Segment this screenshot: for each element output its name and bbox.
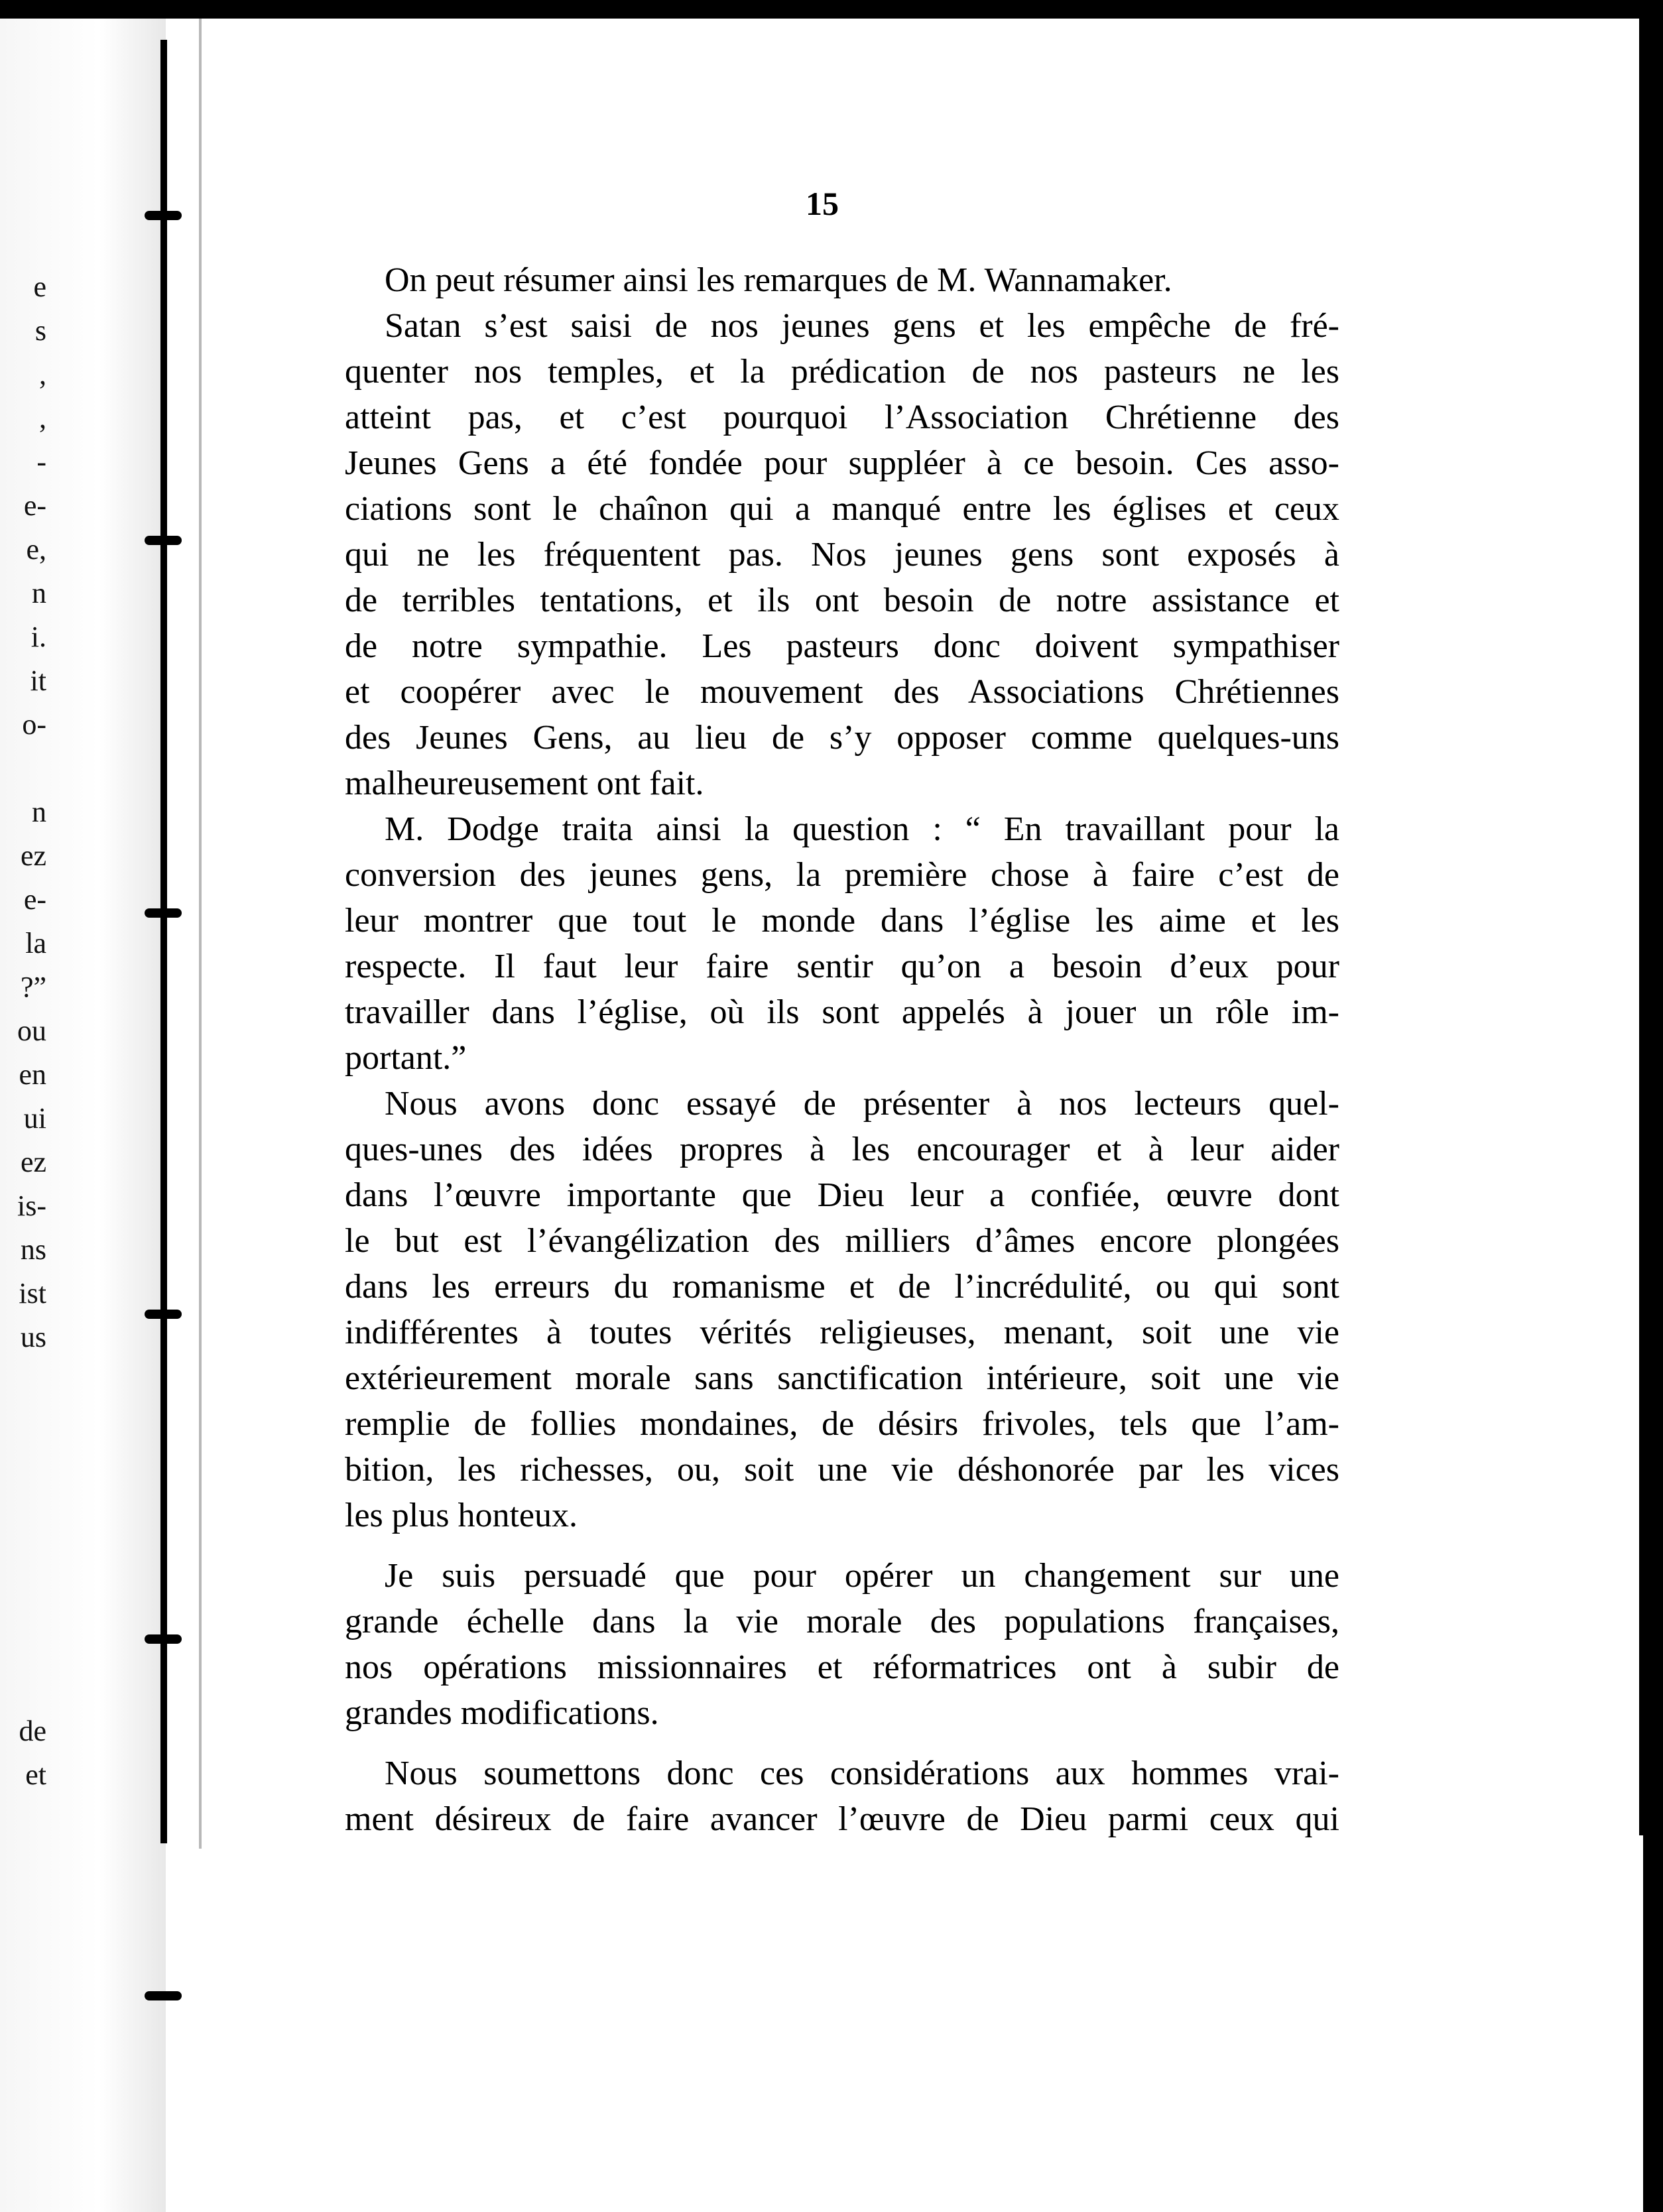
paragraph-gap — [345, 1538, 1339, 1553]
facing-page-fragment: - — [36, 446, 46, 478]
page-number: 15 — [806, 185, 839, 222]
facing-page-fragment — [0, 1403, 46, 1447]
facing-page-fragment: de — [19, 1715, 46, 1747]
text-line: grande échelle dans la vie morale des populations françaises, — [345, 1603, 1339, 1640]
facing-page-fragment — [0, 1666, 46, 1709]
text-line: malheureusement ont fait. — [345, 765, 704, 802]
facing-page-fragment: la — [25, 927, 46, 959]
binding-stitch — [145, 1634, 182, 1644]
facing-page-fragment: ui — [23, 1102, 46, 1135]
facing-page-fragment: e, — [26, 533, 46, 566]
facing-page-fragment: ns — [20, 1233, 46, 1266]
body-text — [345, 257, 1339, 1842]
text-line: respecte. Il faut leur faire sentir qu’on a besoin d’eux pour — [345, 948, 1339, 985]
facing-page-fragment: s — [34, 314, 46, 347]
facing-page-fragment: et — [25, 1758, 46, 1791]
text-line: extérieurement morale sans sanctification intérieure, soit une vie — [345, 1359, 1339, 1397]
facing-page-fragment: , — [39, 402, 46, 434]
facing-page-fragment: n — [32, 796, 46, 828]
binding-shadow — [199, 19, 202, 1849]
text-line: Nous avons donc essayé de présenter à nos lecteurs quel- — [385, 1085, 1339, 1123]
paragraph — [345, 1751, 1339, 1842]
binding-stitch — [145, 1310, 182, 1319]
paragraph-gap — [345, 1736, 1339, 1751]
text-line: grandes modifications. — [345, 1694, 659, 1732]
text-line: bition, les richesses, ou, soit une vie déshonorée par les vices — [345, 1451, 1339, 1489]
text-line: de terribles tentations, et ils ont besoin de notre assistance et — [345, 582, 1339, 619]
scan-border-inner — [1639, 19, 1643, 1835]
facing-page-fragment: is- — [17, 1190, 46, 1222]
facing-page-fragment — [0, 1534, 46, 1578]
text-line: Jeunes Gens a été fondée pour suppléer à ce besoin. Ces asso- — [345, 444, 1339, 482]
facing-page-fragment: e- — [23, 489, 46, 522]
paragraph — [345, 806, 1339, 1081]
text-line: de notre sympathie. Les pasteurs donc doivent sympathiser — [345, 627, 1339, 665]
text-line: M. Dodge traita ainsi la question : “ En travaillant pour la — [385, 810, 1339, 848]
scan-border-right — [1643, 0, 1663, 2212]
text-line: ciations sont le chaînon qui a manqué entre les églises et ceux — [345, 490, 1339, 528]
text-line: atteint pas, et c’est pourquoi l’Association Chrétienne des — [345, 399, 1339, 436]
text-line: conversion des jeunes gens, la première chose à faire c’est de — [345, 856, 1339, 894]
text-line: dans les erreurs du romanisme et de l’incrédulité, ou qui sont — [345, 1268, 1339, 1306]
facing-page-fragment: ou — [17, 1014, 46, 1047]
text-line: Satan s’est saisi de nos jeunes gens et les empêche de fré- — [385, 307, 1339, 345]
facing-page-fragment: , — [39, 358, 46, 391]
facing-page-fragment: ez — [20, 839, 46, 872]
facing-page-fragment: e- — [23, 883, 46, 916]
text-line: et coopérer avec le mouvement des Associations Chrétiennes — [345, 673, 1339, 711]
text-line: le but est l’évangélization des milliers d’âmes encore plongées — [345, 1222, 1339, 1260]
paragraph — [345, 257, 1339, 303]
text-line: On peut résumer ainsi les remarques de M. Wannamaker. — [385, 261, 1172, 299]
binding-stitch — [145, 211, 182, 220]
text-line: ment désireux de faire avancer l’œuvre de Dieu parmi ceux qui — [345, 1800, 1339, 1838]
facing-page-fragment: ez — [20, 1146, 46, 1178]
facing-page-fragment — [0, 1359, 46, 1403]
text-line: ques-unes des idées propres à les encourager et à leur aider — [345, 1131, 1339, 1168]
text-line: nos opérations missionnaires et réformatrices ont à subir de — [345, 1648, 1339, 1686]
text-line: indifférentes à toutes vérités religieuses, menant, soit une vie — [345, 1314, 1339, 1351]
text-line: leur montrer que tout le monde dans l’église les aime et les — [345, 902, 1339, 940]
text-line: dans l’œuvre importante que Dieu leur a confiée, œuvre dont — [345, 1176, 1339, 1214]
facing-page-fragment: us — [20, 1321, 46, 1353]
binding-thread — [160, 40, 167, 1843]
binding-stitch — [145, 908, 182, 918]
facing-page-fragment: o- — [22, 708, 46, 741]
facing-page-fragment: n — [32, 577, 46, 609]
binding-stitch — [145, 536, 182, 545]
facing-page-text — [0, 265, 46, 1797]
facing-page-fragment — [0, 747, 46, 790]
text-line: quenter nos temples, et la prédication de nos pasteurs ne les — [345, 353, 1339, 391]
facing-page-fragment: ?” — [20, 971, 46, 1003]
facing-page-fragment — [0, 1447, 46, 1491]
text-line: Nous soumettons donc ces considérations aux hommes vrai- — [385, 1754, 1339, 1792]
text-line: Je suis persuadé que pour opérer un changement sur une — [385, 1557, 1339, 1595]
text-line: les plus honteux. — [345, 1497, 578, 1534]
binding-stitch — [145, 1991, 182, 2000]
paragraph — [345, 303, 1339, 806]
facing-page-fragment — [0, 1622, 46, 1666]
facing-page-fragment: it — [30, 664, 46, 697]
facing-page-fragment — [0, 1578, 46, 1622]
text-line: travailler dans l’église, où ils sont appelés à jouer un rôle im- — [345, 993, 1339, 1031]
facing-page-fragment: ist — [19, 1277, 46, 1310]
scan-border-top — [0, 0, 1663, 19]
facing-page-fragment: en — [19, 1058, 46, 1091]
text-line: remplie de follies mondaines, de désirs frivoles, tels que l’am- — [345, 1405, 1339, 1443]
facing-page-fragment: e — [33, 271, 46, 303]
facing-page-fragment: i. — [31, 621, 46, 653]
paragraph — [345, 1553, 1339, 1736]
text-line: portant.” — [345, 1039, 467, 1077]
text-line: des Jeunes Gens, au lieu de s’y opposer comme quelques-uns — [345, 719, 1339, 757]
facing-page-fragment — [0, 1491, 46, 1534]
text-line: qui ne les fréquentent pas. Nos jeunes gens sont exposés à — [345, 536, 1339, 574]
paragraph — [345, 1081, 1339, 1538]
